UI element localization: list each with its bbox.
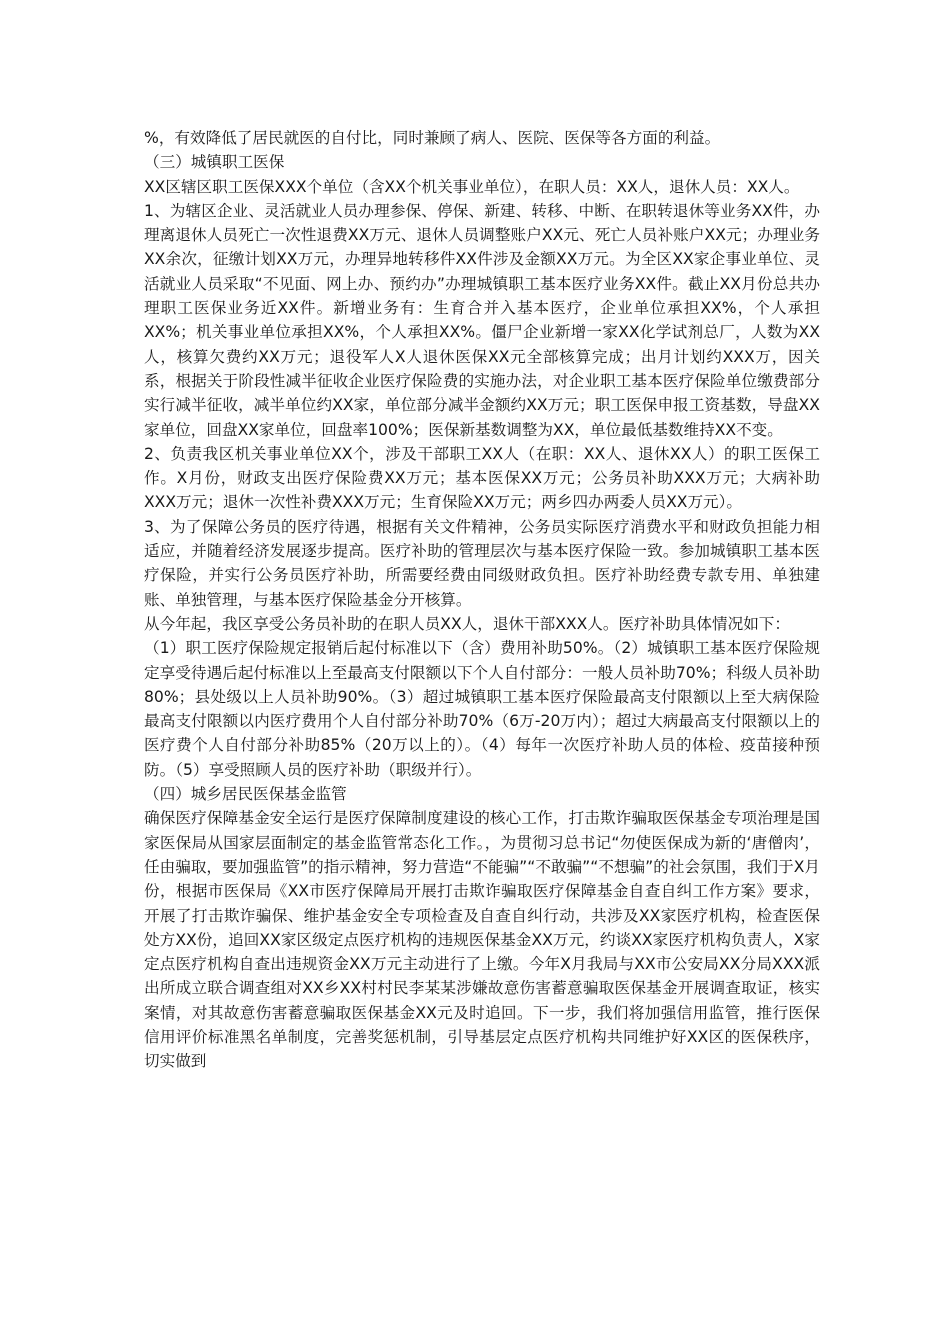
- paragraph-subsidy-details: （1）职工医疗保险规定报销后起付标准以下（含）费用补助50%。（2）城镇职工基本医疗保险规定享受待遇后起付标准以上至最高支付限额以下个人自付部分：一般人员补助70%；科级人员补助80%；县处级以上人员补助90%。（3）超过城镇职工基本医疗保险最高支付限额以上至大病保险最高支付限额以内医疗费用个人自付部分补助70%（6万-20万内）；超过大病最高支付限额以上的医疗费个人自付部分补助85%（20万以上的）。（4）每年一次医疗补助人员的体检、疫苗接种预防。（5）享受照顾人员的医疗补助（职级并行）。: [144, 639, 820, 779]
- paragraph-fund-supervision: 确保医疗保障基金安全运行是医疗保障制度建设的核心工作，打击欺诈骗取医保基金专项治理是国家医保局从国家层面制定的基金监管常态化工作。，为贯彻习总书记“勿使医保成为新的‘唐僧肉’，任由骗取，要加强监管”的指示精神，努力营造“不能骗”“不敢骗”“不想骗”的社会氛围，我们于X月份，根据市医保局《XX市医疗保障局开展打击欺诈骗取医疗保障基金自查自纠工作方案》要求，开展了打击欺诈骗保、维护基金安全专项检查及自查自纠行动，共涉及XX家医疗机构，检查医保处方XX份，追回XX家区级定点医疗机构的违规医保基金XX万元，约谈XX家医疗机构负责人，X家定点医疗机构自查出违规资金XX万元主动进行了上缴。今年X月我局与XX市公安局XX分局XXX派出所成立联合调查组对XX乡XX村村民李某某涉嫌故意伤害蓄意骗取医保基金开展调查取证，核实案情，对其故意伤害蓄意骗取医保基金XX元及时追回。下一步，我们将加强信用监管，推行医保信用评价标准黑名单制度，完善奖惩机制，引导基层定点医疗机构共同维护好XX区的医保秩序，切实做到: [144, 809, 820, 1071]
- paragraph-subsidy-intro: 从今年起，我区享受公务员补助的在职人员XX人，退休干部XXX人。医疗补助具体情况如下：: [144, 614, 790, 633]
- paragraph-item-1: 1、为辖区企业、灵活就业人员办理参保、停保、新建、转移、中断、在职转退休等业务XX件，办理离退休人员死亡一次性退费XX万元、退休人员调整账户XX元、死亡人员补账户XX元；办理业务XX余次，征缴计划XX万元，办理异地转移件XX件涉及金额XX万元。为全区XX家企事业单位、灵活就业人员采取“不见面、网上办、预约办”办理城镇职工基本医疗业务XX件。截止XX月份总共办理职工医保业务近XX件。新增业务有：生育合并入基本医疗，企业单位承担XX%，个人承担XX%；机关事业单位承担XX%，个人承担XX%。僵尸企业新增一家XX化学试剂总厂，人数为XX人，核算欠费约XX万元；退役军人X人退休医保XX元全部核算完成；出月计划约XXX万，因关系，根据关于阶段性减半征收企业医疗保险费的实施办法，对企业职工基本医疗保险单位缴费部分实行减半征收，减半单位约XX家，单位部分减半金额约XX万元；职工医保申报工资基数，导盘XX家单位，回盘XX家单位，回盘率100%；医保新基数调整为XX，单位最低基数维持XX不变。: [144, 201, 820, 439]
- paragraph-overview: XX区辖区职工医保XXX个单位（含XX个机关事业单位），在职人员：XX人，退休人员：XX人。: [144, 177, 800, 196]
- paragraph-continuation: %，有效降低了居民就医的自付比，同时兼顾了病人、医院、医保等各方面的利益。: [144, 129, 721, 147]
- paragraph-item-3: 3、为了保障公务员的医疗待遇，根据有关文件精神，公务员实际医疗消费水平和财政负担能力相适应，并随着经济发展逐步提高。医疗补助的管理层次与基本医疗保险一致。参加城镇职工基本医疗保险，并实行公务员医疗补助，所需要经费由同级财政负担。医疗补助经费专款专用、单独建账、单独管理，与基本医疗保险基金分开核算。: [144, 517, 820, 609]
- paragraph-item-2: 2、负责我区机关事业单位XX个，涉及干部职工XX人（在职：XX人、退休XX人）的职工医保工作。X月份，财政支出医疗保险费XX万元；基本医保XX万元；公务员补助XXX万元；大病补助XXX万元；退休一次性补费XXX万元；生育保险XX万元；两乡四办两委人员XX万元）。: [144, 444, 820, 512]
- section-heading-urban-employee-insurance: （三）城镇职工医保: [144, 153, 285, 172]
- section-heading-fund-supervision: （四）城乡居民医保基金监管: [144, 785, 347, 804]
- document-body: [144, 126, 820, 1074]
